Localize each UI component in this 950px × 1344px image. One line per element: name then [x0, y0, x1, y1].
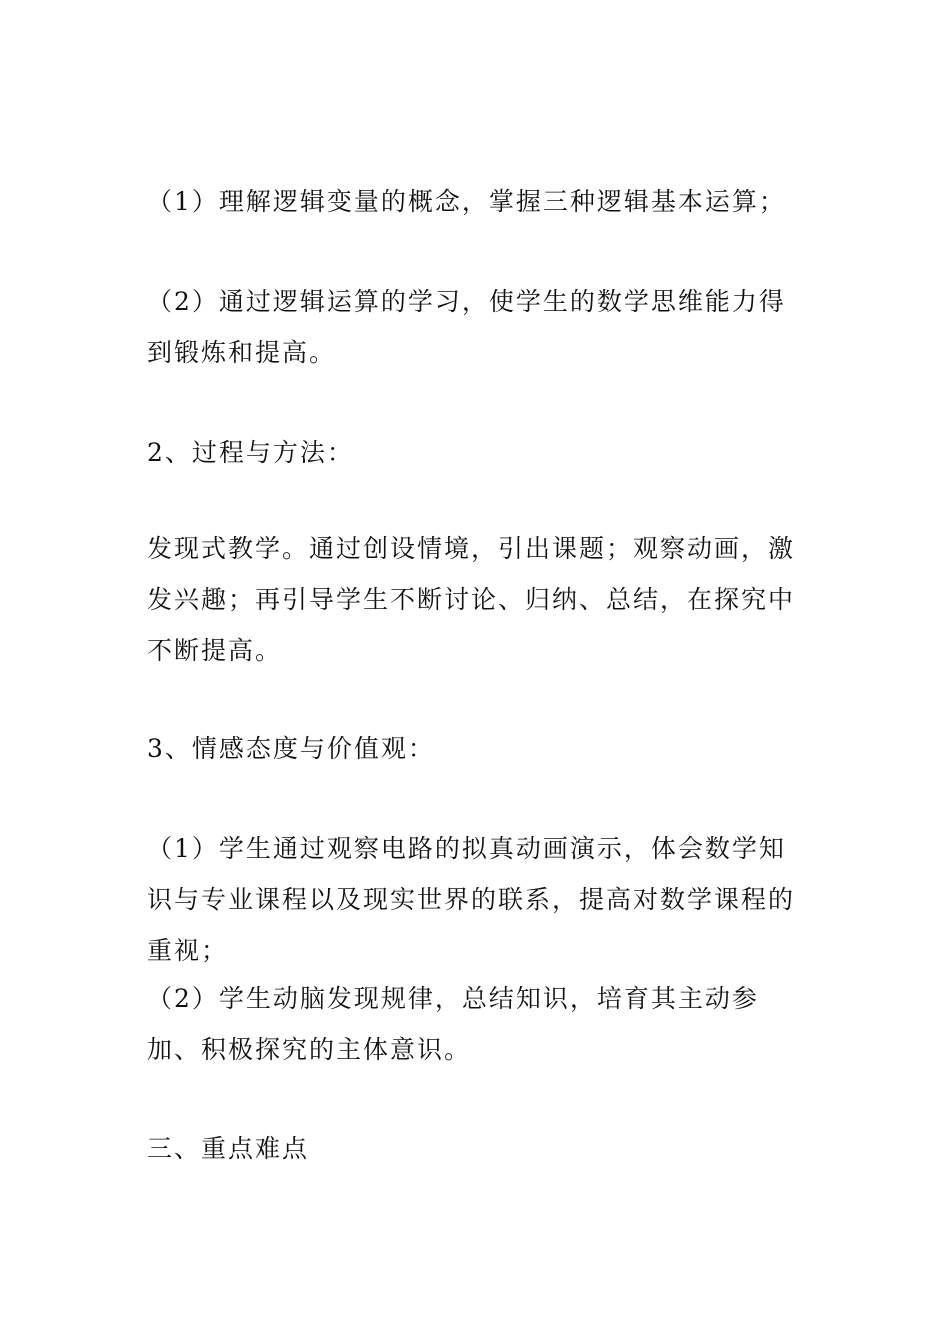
objective-2-paragraph: （2）通过逻辑运算的学习，使学生的数学思维能力得到锻炼和提高。	[147, 287, 786, 367]
objective-1-paragraph: （1）理解逻辑变量的概念，掌握三种逻辑基本运算；	[147, 187, 786, 216]
process-method-paragraph: 发现式教学。通过创设情境，引出课题；观察动画，激发兴趣；再引导学生不断讨论、归纳、总结，在探究中不断提高。	[147, 534, 796, 665]
emotion-values-item-1: （1）学生通过观察电路的拟真动画演示，体会数学知识与专业课程以及现实世界的联系，提高对数学课程的重视；	[147, 834, 796, 965]
emotion-values-heading: 3、情感态度与价值观：	[147, 734, 435, 763]
process-method-heading: 2、过程与方法：	[147, 438, 354, 467]
emotion-values-item-2: （2）学生动脑发现规律，总结知识，培育其主动参加、积极探究的主体意识。	[147, 984, 759, 1064]
key-difficulties-heading: 三、重点难点	[147, 1134, 310, 1163]
